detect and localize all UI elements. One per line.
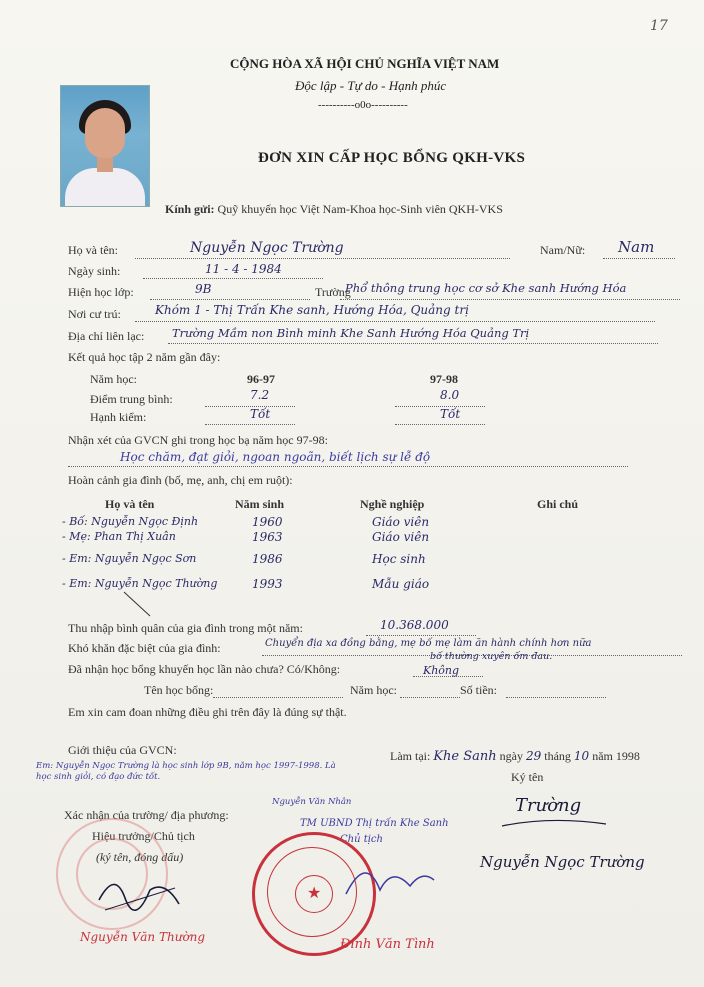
conduct-label: Hạnh kiểm:: [90, 410, 147, 424]
signature-label: Ký tên: [511, 770, 544, 784]
family-col-year: Năm sinh: [235, 497, 285, 511]
dob-label: Ngày sinh:: [68, 264, 121, 278]
place-prefix: Làm tại:: [390, 749, 431, 763]
difficulty-value-line2: bố thường xuyên ốm đau.: [430, 651, 553, 662]
place-date: [390, 749, 640, 764]
left-signer-name: Nguyễn Văn Thường: [80, 930, 206, 944]
teacher-intro-signature: Nguyễn Văn Nhân: [272, 797, 352, 807]
sign-stamp-note: (ký tên, đóng dấu): [96, 850, 184, 864]
income-value: 10.368.000: [380, 618, 449, 632]
header-separator: ----------o0o----------: [318, 99, 408, 111]
family-col-name: Họ và tên: [105, 497, 155, 511]
results-heading: Kết quả học tập 2 năm gần đây:: [68, 350, 221, 364]
scholarship-year-label: Năm học:: [350, 683, 397, 697]
applicant-name-signed: Nguyễn Ngọc Trường: [480, 853, 645, 871]
family-member-job: Mẫu giáo: [372, 577, 430, 591]
class-label: Hiện học lớp:: [68, 285, 134, 299]
class-value: 9B: [195, 282, 212, 296]
avg2: 8.0: [440, 388, 460, 402]
month-value: 10: [573, 749, 590, 763]
day-value: 29: [525, 749, 542, 763]
left-signature: [95, 860, 185, 920]
pen-stroke-mark: [120, 590, 160, 620]
scholarship-name-label: Tên học bổng:: [144, 683, 214, 697]
applicant-photo: [60, 85, 150, 207]
difficulty-label: Khó khăn đặc biệt của gia đình:: [68, 641, 221, 655]
contact-label: Địa chỉ liên lạc:: [68, 329, 145, 343]
gender-label: Nam/Nữ:: [540, 243, 586, 257]
day-label: ngày: [499, 749, 523, 763]
family-member-name: - Em: Nguyễn Ngọc Sơn: [62, 552, 197, 565]
conduct1: Tốt: [250, 407, 271, 421]
school-label: Trường: [315, 285, 351, 299]
family-member-year: 1963: [252, 530, 283, 544]
family-member-year: 1993: [252, 577, 283, 591]
scholarship-amount-label: Số tiền:: [460, 683, 498, 697]
name-label: Họ và tên:: [68, 243, 118, 257]
place-value: Khe Sanh: [433, 749, 497, 764]
contact-value: Trường Mầm non Bình minh Khe Sanh Hướng Hóa Quảng Trị: [172, 326, 530, 340]
right-signer-name: Đinh Văn Tình: [340, 937, 435, 952]
family-member-job: Học sinh: [372, 552, 426, 566]
family-member-name: - Em: Nguyễn Ngọc Thường: [62, 577, 218, 590]
family-member-name: - Bố: Nguyễn Ngọc Định: [62, 515, 199, 528]
conduct2: Tốt: [440, 407, 461, 421]
confirm-label: Xác nhận của trường/ địa phương:: [64, 808, 229, 822]
avg1: 7.2: [250, 388, 270, 402]
center-signature: [340, 850, 440, 910]
family-col-job: Nghề nghiệp: [360, 497, 425, 511]
income-label: Thu nhập bình quân của gia đình trong một năm:: [68, 621, 303, 635]
form-title: ĐƠN XIN CẤP HỌC BỔNG QKH-VKS: [258, 150, 526, 166]
family-col-note: Ghi chú: [537, 497, 579, 511]
year-value: 1998: [615, 749, 640, 763]
difficulty-value: Chuyển địa xa đồng bằng, mẹ bố mẹ làm ăn hành chính hơn nữa: [265, 638, 592, 649]
official-red-stamp: ★: [252, 832, 376, 956]
teacher-comment-value: Học chăm, đạt giỏi, ngoan ngoãn, biết lịch sự lễ độ: [120, 450, 431, 464]
family-member-job: Giáo viên: [372, 530, 430, 544]
dob-value: 11 - 4 - 1984: [205, 262, 282, 276]
authority-title: Chủ tịch: [340, 834, 383, 845]
year-label: Năm học:: [90, 372, 137, 386]
applicant-signature: Trường: [515, 795, 582, 816]
family-member-job: Giáo viên: [372, 515, 430, 529]
year2: 97-98: [430, 372, 458, 386]
family-member-name: - Mẹ: Phan Thị Xuân: [62, 530, 176, 543]
avg-label: Điểm trung bình:: [90, 392, 173, 406]
motto: Độc lập - Tự do - Hạnh phúc: [295, 78, 447, 93]
teacher-comment-label: Nhận xét của GVCN ghi trong học bạ năm học 97-98:: [68, 433, 328, 447]
name-value: Nguyễn Ngọc Trường: [190, 240, 344, 256]
addressee-value: Quỹ khuyến học Việt Nam-Khoa học-Sinh viên QKH-VKS: [217, 202, 503, 216]
addressee-label: Kính gửi:: [165, 202, 215, 216]
school-value: Phổ thông trung học cơ sở Khe sanh Hướng Hóa: [345, 281, 627, 295]
teacher-intro-value: Em: Nguyễn Ngọc Trường là học sinh lớp 9B, năm học 1997-1998. Là học sinh giỏi, có đạo đức tốt.: [36, 761, 336, 782]
pledge-text: Em xin cam đoan những điều ghi trên đây là đúng sự thật.: [68, 705, 347, 719]
year1: 96-97: [247, 372, 275, 386]
country-header: CỘNG HÒA XÃ HỘI CHỦ NGHĨA VIỆT NAM: [230, 56, 500, 71]
received-label: Đã nhận học bổng khuyến học lần nào chưa? Có/Không:: [68, 662, 341, 676]
month-label: tháng: [544, 749, 571, 763]
page-number-mark: 17: [650, 18, 668, 34]
authority-handwritten: TM UBND Thị trấn Khe Sanh: [300, 818, 449, 829]
family-member-year: 1960: [252, 515, 283, 529]
signature-underline: [500, 812, 610, 832]
residence-label: Nơi cư trú:: [68, 307, 121, 321]
gender-value: Nam: [618, 238, 655, 256]
residence-value: Khóm 1 - Thị Trấn Khe sanh, Hướng Hóa, Quảng trị: [155, 303, 469, 317]
family-heading: Hoàn cảnh gia đình (bố, mẹ, anh, chị em ruột):: [68, 473, 293, 487]
received-value: Không: [423, 664, 460, 677]
principal-label: Hiệu trưởng/Chủ tịch: [92, 829, 195, 843]
family-member-year: 1986: [252, 552, 283, 566]
year-label-date: năm: [592, 749, 613, 763]
teacher-intro-label: Giới thiệu của GVCN:: [68, 743, 177, 757]
